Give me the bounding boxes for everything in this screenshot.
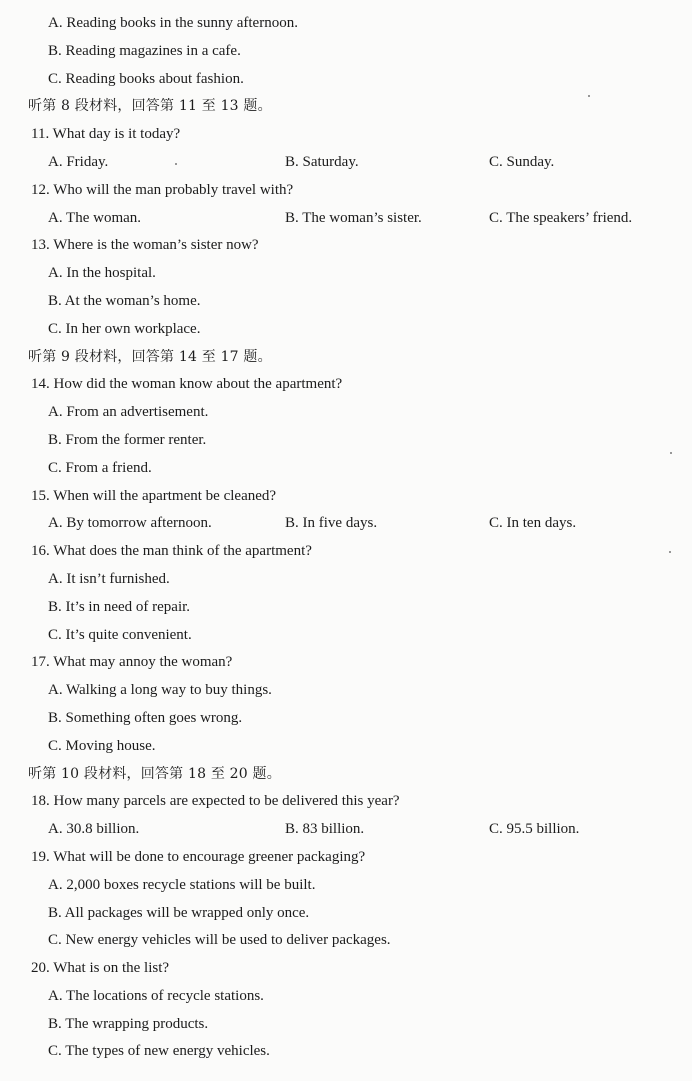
option-a: A. By tomorrow afternoon. (48, 515, 212, 532)
option-c: C. 95.5 billion. (489, 821, 580, 838)
option-row (28, 149, 672, 177)
option-line: B. All packages will be wrapped only once. (48, 904, 310, 921)
option-row (28, 205, 672, 233)
question: 18. How many parcels are expected to be delivered this year? (31, 793, 400, 810)
option-c: C. In ten days. (489, 515, 577, 532)
question: 17. What may annoy the woman? (31, 654, 233, 671)
option-line: C. It’s quite convenient. (48, 626, 192, 643)
question: 15. When will the apartment be cleaned? (31, 487, 277, 504)
option-line: B. Something often goes wrong. (48, 709, 243, 726)
option-b: B. 83 billion. (285, 821, 365, 838)
option-line: C. The types of new energy vehicles. (48, 1043, 270, 1060)
option-line: C. New energy vehicles will be used to deliver packages. (48, 932, 391, 949)
option-line: A. Walking a long way to buy things. (48, 682, 272, 699)
option-line: B. At the woman’s home. (48, 292, 201, 309)
option-line: A. In the hospital. (48, 265, 156, 282)
question: 16. What does the man think of the apartment? (31, 543, 312, 560)
question: 20. What is on the list? (31, 960, 170, 977)
question: 11. What day is it today? (31, 126, 181, 143)
option-line: C. In her own workplace. (48, 320, 201, 337)
option-b: B. The woman’s sister. (285, 209, 422, 226)
option-line: A. From an advertisement. (48, 404, 209, 421)
option-line: B. The wrapping products. (48, 1015, 209, 1032)
scan-speck (670, 452, 672, 454)
option-row (28, 510, 672, 538)
option-row (28, 816, 672, 844)
option-b: B. In five days. (285, 515, 378, 532)
section-heading: 听第 8 段材料，回答第 11 至 13 题。 (28, 98, 272, 115)
option-c: C. Sunday. (489, 153, 555, 170)
option-line: C. Reading books about fashion. (48, 70, 244, 87)
option-line: A. 2,000 boxes recycle stations will be built. (48, 876, 316, 893)
option-line: C. From a friend. (48, 459, 152, 476)
option-a: A. Friday. (48, 153, 109, 170)
question: 19. What will be done to encourage greener packaging? (31, 848, 366, 865)
section-heading: 听第 10 段材料，回答第 18 至 20 题。 (28, 765, 281, 782)
option-line: A. Reading books in the sunny afternoon. (48, 15, 298, 31)
option-line: C. Moving house. (48, 737, 156, 754)
option-a: A. 30.8 billion. (48, 821, 140, 838)
option-line: A. The locations of recycle stations. (48, 987, 264, 1004)
section-heading: 听第 9 段材料，回答第 14 至 17 题。 (28, 348, 272, 365)
option-line: B. It’s in need of repair. (48, 598, 191, 615)
scan-speck (175, 163, 177, 165)
question: 12. Who will the man probably travel with? (31, 181, 294, 198)
option-b: B. Saturday. (285, 153, 359, 170)
option-line: A. It isn’t furnished. (48, 570, 170, 587)
question: 13. Where is the woman’s sister now? (31, 237, 259, 254)
option-c: C. The speakers’ friend. (489, 209, 633, 226)
scan-speck (669, 551, 671, 553)
option-line: B. Reading magazines in a cafe. (48, 42, 241, 59)
option-line: B. From the former renter. (48, 431, 207, 448)
question: 14. How did the woman know about the apartment? (31, 376, 343, 393)
scan-speck (588, 95, 590, 97)
option-a: A. The woman. (48, 209, 142, 226)
